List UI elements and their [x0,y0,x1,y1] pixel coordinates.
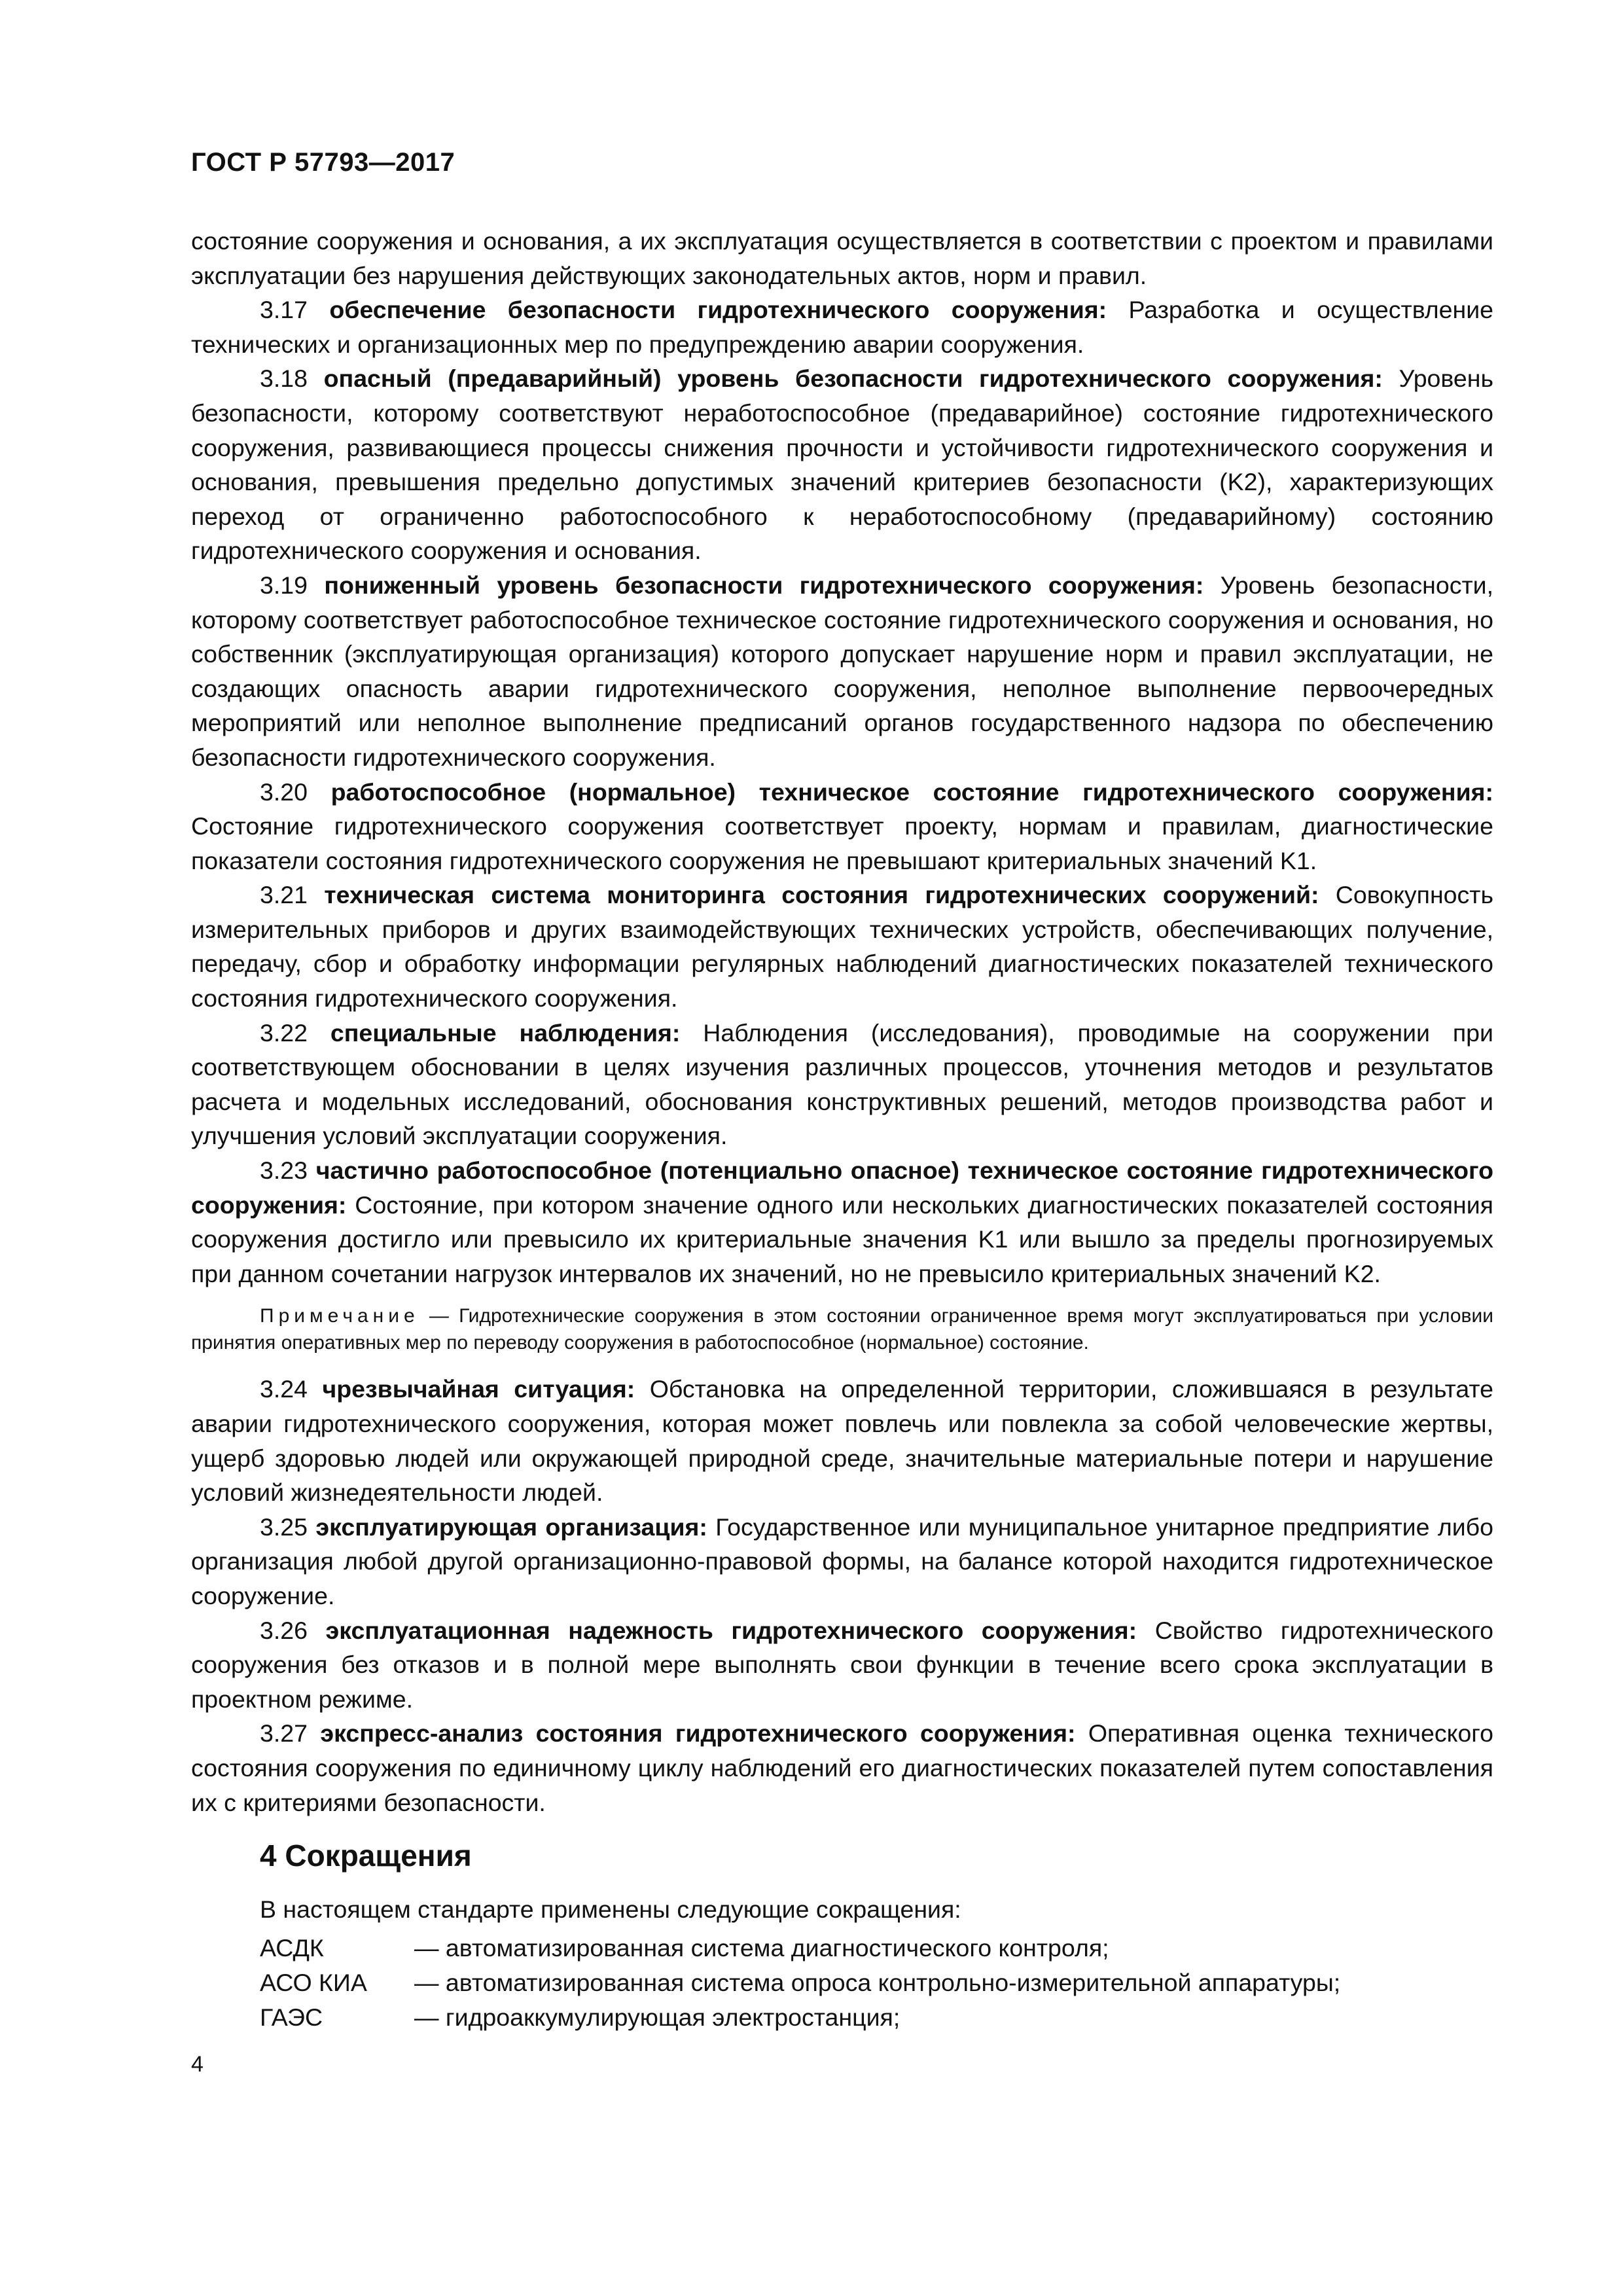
definition-paragraph [191,1613,1493,1717]
definition-text: Обстановка на определенной территории, сложившаяся в результате аварии гидротехнического сооружения, которая может повлечь или повлекла за собой человеческие жертвы, ущерб здоровью людей или окружающей природной среде, значительные материальные потери и нарушение условий жизнедеятельности людей. [191,1375,1494,1507]
abbreviation-description: — автоматизированная система опроса контрольно-измерительной аппаратуры; [414,1969,1341,1996]
definition-number: 3.26 [260,1616,326,1644]
definition-text: Уровень безопасности, которому соответствует работоспособное техническое состояние гидротехнического сооружения и основания, но собственник (эксплуатирующая организация) которого допускает нарушение норм и правил эксплуатации, не создающих опасность аварии гидротехнического сооружения, неполное выполнение первоочередных мероприятий или неполное выполнение предписаний органов государственного надзора по обеспечению безопасности гидротехнического сооружения. [191,571,1493,771]
definition-paragraph [191,361,1493,568]
definition-term: специальные наблюдения: [330,1018,681,1047]
definition-term: чрезвычайная ситуация: [322,1375,635,1403]
definition-number: 3.20 [260,778,331,806]
abbreviation-description: — гидроаккумулирующая электростанция; [414,2003,901,2031]
definition-term: экспресс-анализ состояния гидротехнического сооружения: [320,1719,1076,1748]
definition-text: Оперативная оценка технического состояния сооружения по единичному циклу наблюдений его диагностических показателей путем сопоставления их с критериями безопасности. [191,1719,1494,1816]
abbreviation-key: АСДК [260,1934,324,1962]
definition-paragraph [191,878,1493,1015]
definition-term: частично работоспособное (потенциально опасное) техническое состояние гидротехнического сооружения: [191,1157,1494,1219]
abbreviation-row [260,1965,1340,2000]
definition-paragraph [191,1716,1493,1820]
definition-number: 3.23 [260,1157,316,1185]
definition-number: 3.24 [260,1375,323,1403]
document-code-header: ГОСТ Р 57793—2017 [191,148,455,177]
definition-term: эксплуатирующая организация: [315,1513,707,1541]
definition-number: 3.25 [260,1513,316,1541]
definition-text: Свойство гидротехнического сооружения без отказов и в полной мере выполнять свои функции в течение всего срока эксплуатации в проектном режиме. [191,1616,1493,1713]
abbreviation-key: ГАЭС [260,2003,323,2031]
definition-paragraph [191,568,1493,775]
definition-number: 3.19 [260,571,325,599]
abbreviation-key: АСО КИА [260,1969,367,1996]
section-title: 4 Сокращения [260,1839,472,1873]
definition-term: эксплуатационная надежность гидротехнического сооружения: [325,1616,1137,1644]
definition-term: работоспособное (нормальное) техническое состояние гидротехнического сооружения: [330,778,1493,806]
definition-number: 3.18 [260,365,324,393]
definition-number: 3.22 [260,1018,330,1047]
definition-paragraph [191,1372,1493,1509]
note-text: Гидротехнические сооружения в этом состоянии ограниченное время могут эксплуатироваться при условии принятия оперативных мер по переводу сооружения в работоспособное (нормальное) состояние. [191,1305,1493,1354]
abbreviation-list [260,1931,1340,2035]
definition-text: Государственное или муниципальное унитарное предприятие либо организация любой другой организационно-правовой формы, на балансе которой находится гидротехническое сооружение. [191,1513,1493,1609]
definition-text: Наблюдения (исследования), проводимые на сооружении при соответствующем обосновании в целях изучения различных процессов, уточнения методов и результатов расчета и модельных исследований, обоснования конструктивных решений, методов производства работ и улучшения условий эксплуатации сооружения. [191,1018,1493,1150]
section-intro: В настоящем стандарте применены следующие сокращения: [260,1895,961,1923]
note-label: Примечание [260,1305,419,1327]
abbreviation-row [260,1931,1340,1965]
definition-paragraph-continuation [191,224,1493,293]
note-dash: — [419,1305,459,1327]
page-number: 4 [191,2052,204,2077]
definition-term: опасный (предаварийный) уровень безопасности гидротехнического сооружения: [323,365,1383,393]
definition-text: Совокупность измерительных приборов и других взаимодействующих технических устройств, обеспечивающих получение, передачу, сбор и обработку информации регулярных наблюдений диагностических показателей технического состояния гидротехнического сооружения. [191,881,1493,1013]
definition-number: 3.27 [260,1719,321,1748]
definition-term: обеспечение безопасности гидротехнического сооружения: [329,296,1107,324]
definition-text: Разработка и осуществление технических и организационных мер по предупреждению аварии сооружения. [191,296,1494,358]
note-paragraph [191,1302,1493,1356]
definition-paragraph [191,1016,1493,1153]
definition-paragraph [191,293,1493,361]
definition-text: Состояние, при котором значение одного или нескольких диагностических показателей состояния сооружения достигло или превысило их критериальные значения K1 или вышло за пределы прогнозируемых при данном сочетании нагрузок интервалов их значений, но не превысило критериальных значений K2. [191,1191,1493,1287]
definition-number: 3.17 [260,296,330,324]
abbreviation-description: — автоматизированная система диагностического контроля; [414,1934,1109,1962]
definition-paragraph [191,775,1493,878]
definition-paragraph [191,1510,1493,1613]
definition-number: 3.21 [260,881,325,909]
abbreviation-row [260,2000,1340,2035]
definition-text: Состояние гидротехнического сооружения соответствует проекту, нормам и правилам, диагностические показатели состояния гидротехнического сооружения не превышают критериальных значений K1. [191,812,1493,874]
definitions-body [191,224,1493,1820]
definition-term: техническая система мониторинга состояния гидротехнических сооружений: [324,881,1319,909]
definition-term: пониженный уровень безопасности гидротехнического сооружения: [324,571,1204,599]
definition-text: Уровень безопасности, которому соответствуют неработоспособное (предаварийное) состояние гидротехнического сооружения, развивающиеся процессы снижения прочности и устойчивости гидротехнического сооружения и основания, превышения предельно допустимых значений критериев безопасности (K2), характеризующих переход от ограниченно работоспособного к неработоспособному (предаварийному) состоянию гидротехнического сооружения и основания. [191,365,1494,565]
definition-paragraph [191,1153,1493,1291]
definition-text: состояние сооружения и основания, а их эксплуатация осуществляется в соответствии с проектом и правилами эксплуатации без нарушения действующих законодательных актов, норм и правил. [191,227,1493,289]
